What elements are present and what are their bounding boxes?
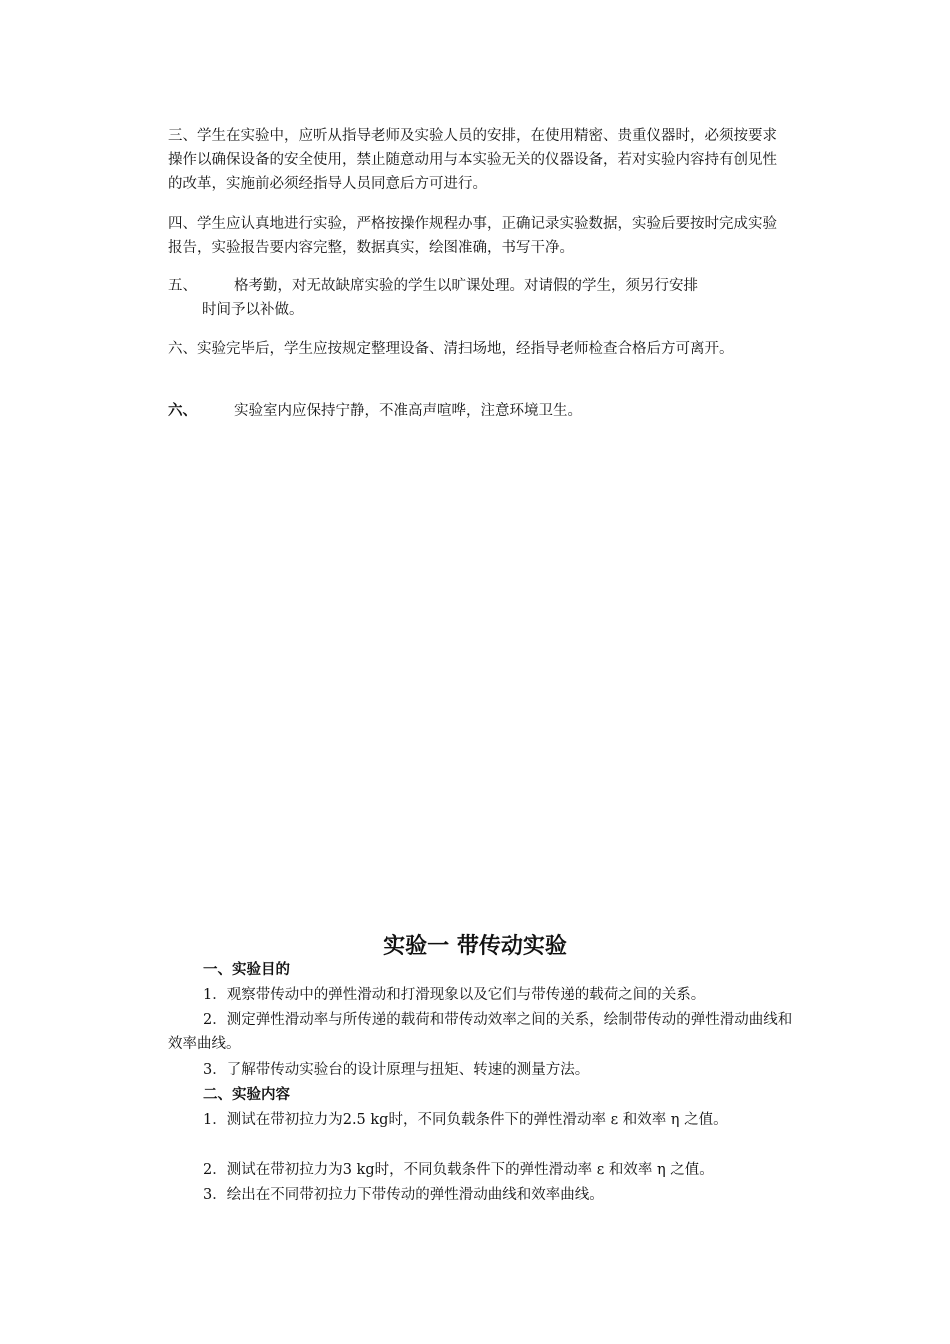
rule-5-line-1: 格考勤，对无故缺席实验的学生以旷课处理。对请假的学生，须另行安排 bbox=[234, 278, 698, 294]
purpose-item-3: 3．了解带传动实验台的设计原理与扭矩、转速的测量方法。 bbox=[203, 1062, 590, 1078]
rule-7-text: 实验室内应保持宁静，不准高声喧哗，注意环境卫生。 bbox=[234, 403, 582, 419]
rule-7-number: 六、 bbox=[168, 402, 197, 419]
rule-5-number: 五、 bbox=[168, 278, 197, 294]
section-heading-purpose: 一、实验目的 bbox=[203, 961, 290, 978]
content-item-1: 1．测试在带初拉力为2.5 kg时，不同负载条件下的弹性滑动率 ε 和效率 η 之值。 bbox=[203, 1112, 728, 1128]
content-item-2: 2．测试在带初拉力为3 kg时，不同负载条件下的弹性滑动率 ε 和效率 η 之值。 bbox=[203, 1162, 714, 1178]
experiment-title: 实验一 带传动实验 bbox=[383, 933, 567, 959]
rule-paragraph-5 bbox=[168, 274, 788, 322]
content-item-3: 3．绘出在不同带初拉力下带传动的弹性滑动曲线和效率曲线。 bbox=[203, 1187, 604, 1203]
section-heading-content: 二、实验内容 bbox=[203, 1086, 290, 1103]
rule-paragraph-7 bbox=[168, 399, 788, 423]
rule-5-line-2: 时间予以补做。 bbox=[202, 302, 304, 318]
rule-paragraph-3: 三、学生在实验中，应听从指导老师及实验人员的安排，在使用精密、贵重仪器时，必须按要求操作以确保设备的安全使用，禁止随意动用与本实验无关的仪器设备，若对实验内容持有创见性的改革，实施前必须经指导人员同意后方可进行。 bbox=[168, 128, 777, 192]
rule-paragraph-4: 四、学生应认真地进行实验，严格按操作规程办事，正确记录实验数据，实验后要按时完成实验报告，实验报告要内容完整，数据真实，绘图准确，书写干净。 bbox=[168, 216, 777, 256]
purpose-item-2: 2．测定弹性滑动率与所传递的载荷和带传动效率之间的关系，绘制带传动的弹性滑动曲线和效率曲线。 bbox=[168, 1012, 793, 1052]
purpose-item-1: 1．观察带传动中的弹性滑动和打滑现象以及它们与带传递的载荷之间的关系。 bbox=[203, 987, 706, 1003]
rule-paragraph-6: 六、实验完毕后，学生应按规定整理设备、清扫场地，经指导老师检查合格后方可离开。 bbox=[168, 341, 734, 357]
